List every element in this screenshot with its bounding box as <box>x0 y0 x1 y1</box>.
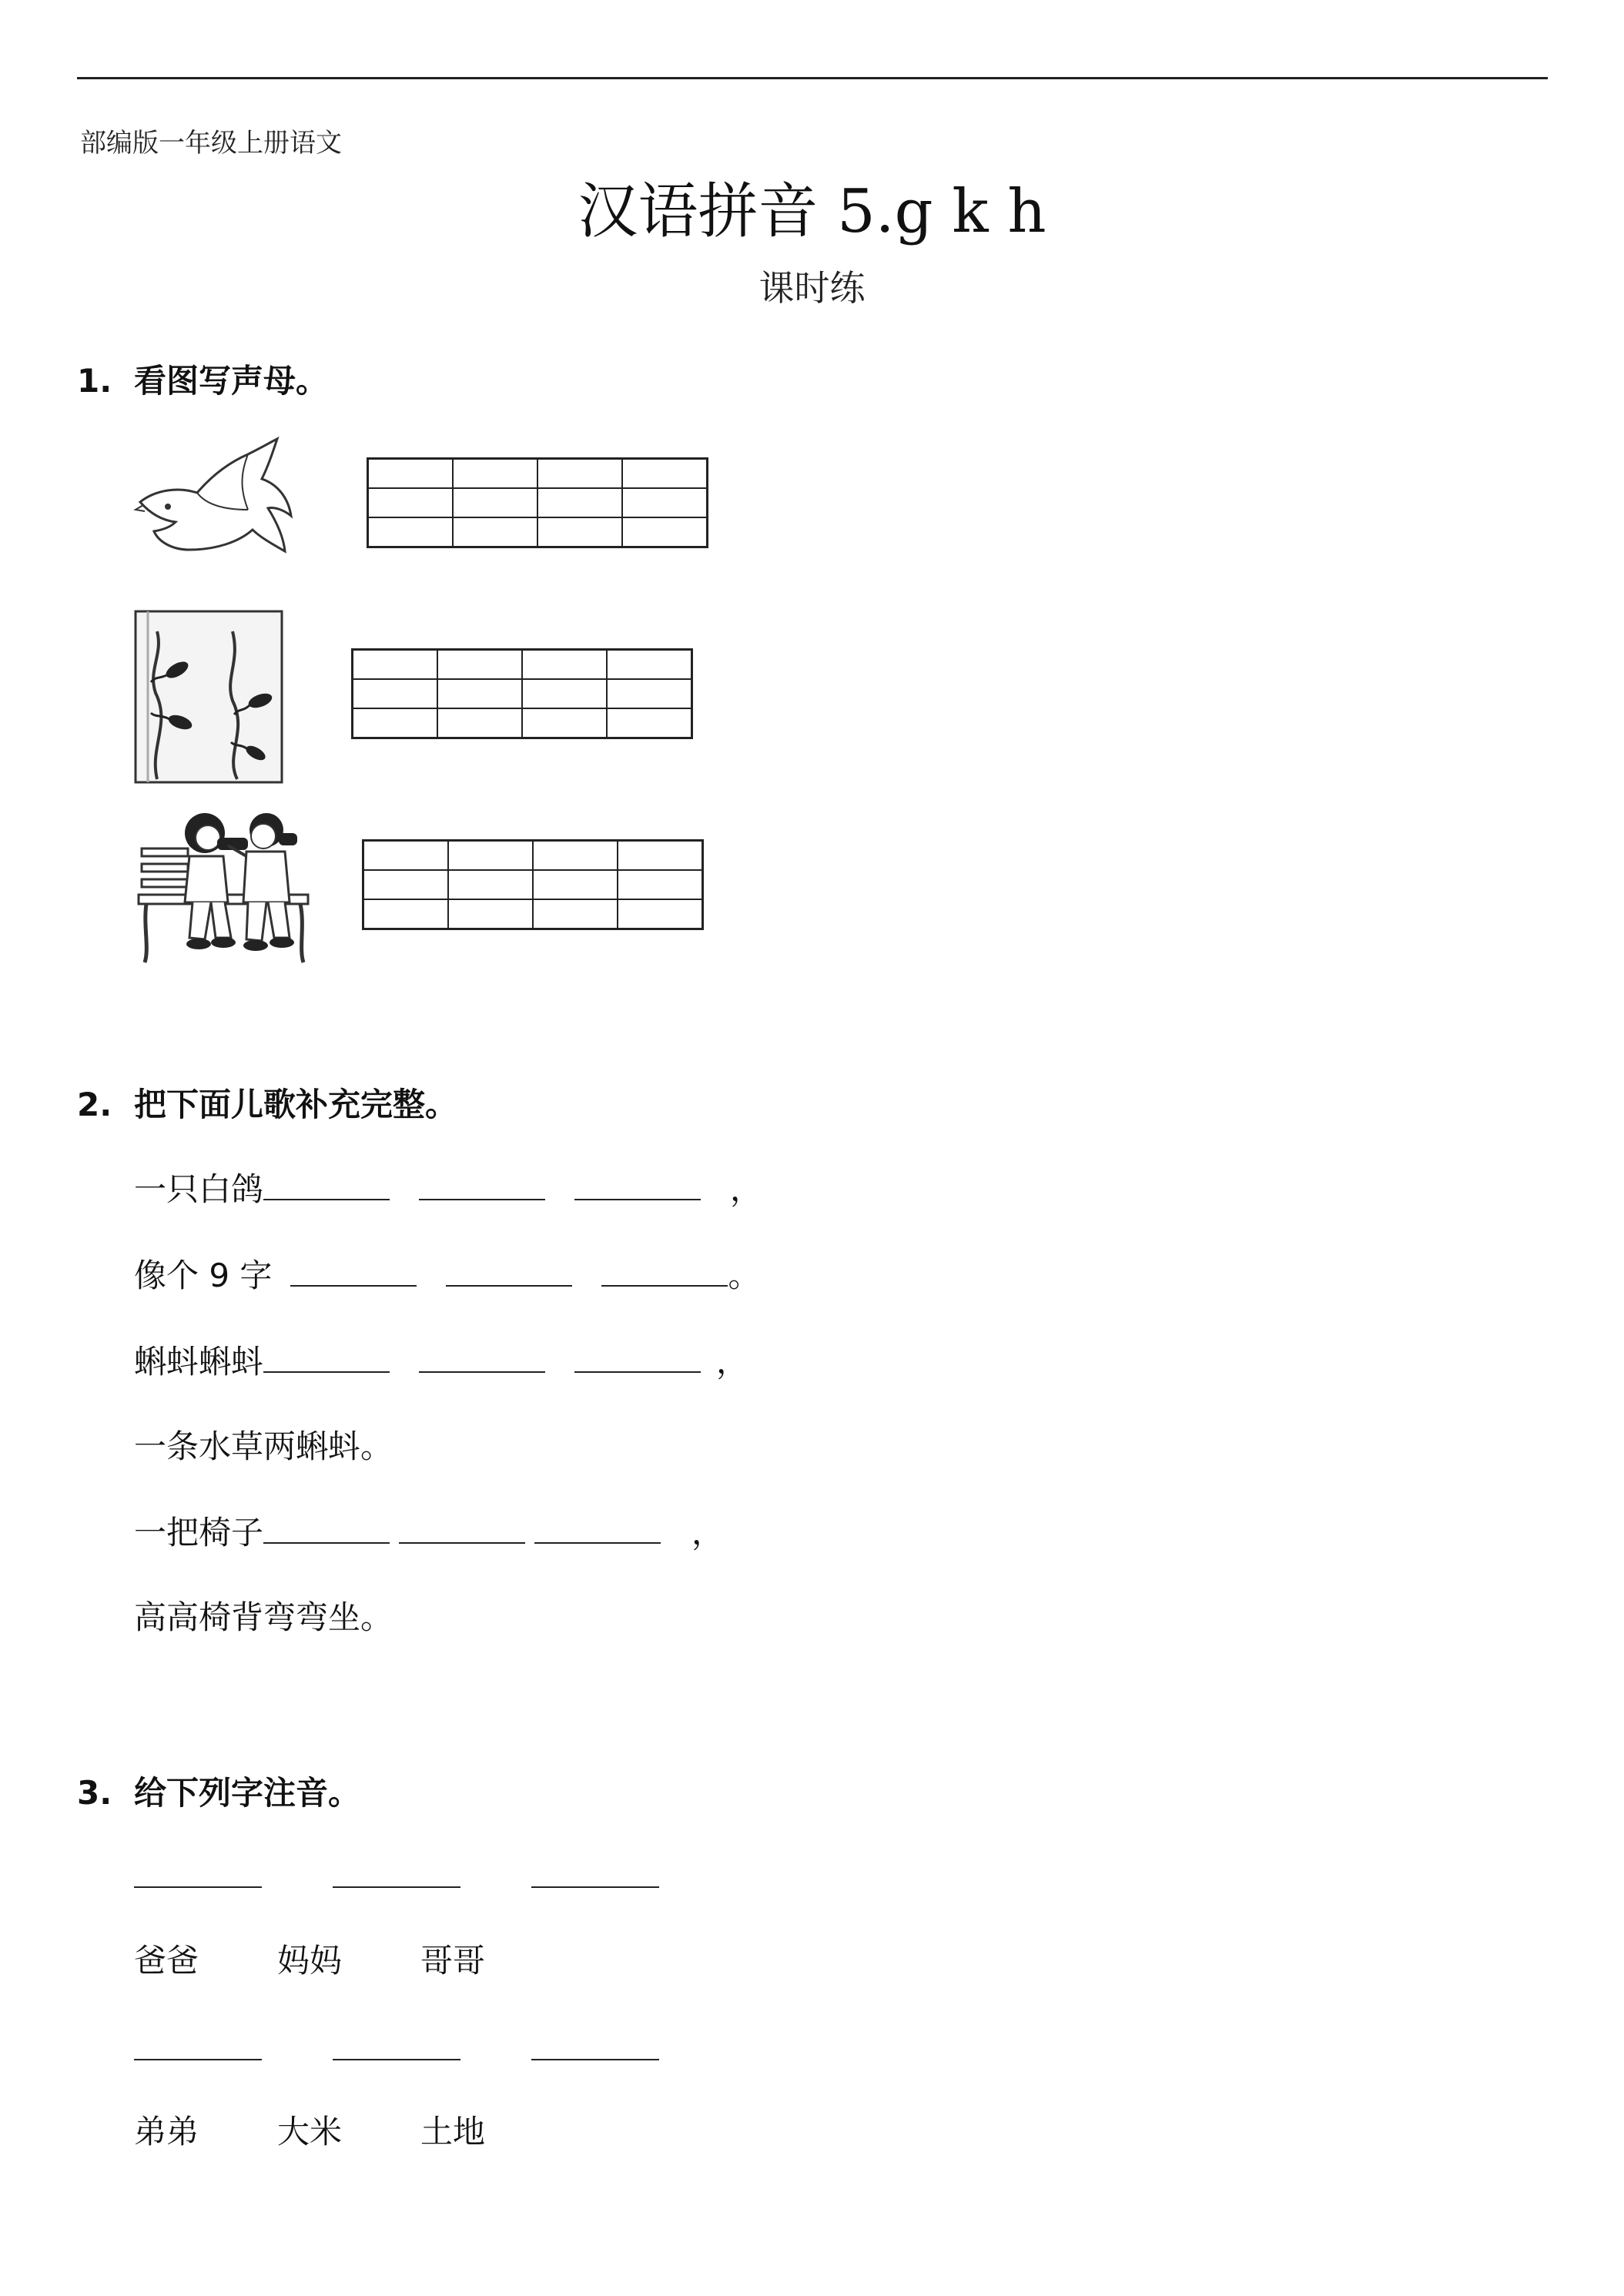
rhyme-line-2-punct: 。 <box>728 1257 761 1294</box>
pinyin-blank[interactable] <box>531 2059 659 2060</box>
question-3-prompt: 给下列字注音。 <box>134 1774 361 1812</box>
rhyme-line-2-text: 像个 9 字 <box>134 1257 273 1294</box>
rhyme-line-5 <box>134 1508 724 1554</box>
pinyin-blank[interactable] <box>333 2059 460 2060</box>
rhyme-line-6-text: 高高椅背弯弯坐。 <box>134 1598 393 1636</box>
word-baba: 爸爸 <box>134 1942 199 1980</box>
rhyme-blank[interactable] <box>574 1337 701 1373</box>
rhyme-line-3-text: 蝌蚪蝌蚪 <box>134 1343 264 1381</box>
header-rule <box>77 77 1548 79</box>
question-1-title <box>77 356 328 402</box>
word-dami: 大米 <box>277 2113 343 2150</box>
question-3-number: 3. <box>77 1774 112 1812</box>
rhyme-line-2 <box>134 1250 760 1297</box>
rhyme-line-6 <box>134 1592 393 1638</box>
page-title: 汉语拼音 5.g k h <box>578 177 1046 246</box>
pinyin-blank[interactable] <box>531 1886 659 1888</box>
tadpoles-seaweed-illustration <box>132 608 286 785</box>
word-tudi: 土地 <box>420 2113 486 2150</box>
question-3-title <box>77 1768 360 1814</box>
question-1-number: 1. <box>77 362 112 400</box>
writing-grid-3[interactable] <box>362 839 704 930</box>
rhyme-blank[interactable] <box>399 1508 525 1544</box>
question-1-prompt: 看图写声母。 <box>134 362 329 400</box>
pinyin-blank[interactable] <box>333 1886 460 1888</box>
page-subtitle: 课时练 <box>758 267 866 309</box>
rhyme-line-3-punct: ， <box>716 1343 749 1381</box>
rhyme-blank[interactable] <box>419 1337 545 1373</box>
children-on-bench-illustration <box>131 802 316 969</box>
rhyme-blank[interactable] <box>263 1508 390 1544</box>
rhyme-blank[interactable] <box>574 1165 701 1200</box>
rhyme-line-5-text: 一把椅子 <box>134 1514 264 1551</box>
rhyme-line-5-punct: ， <box>691 1514 725 1551</box>
writing-grid-1[interactable] <box>367 457 708 548</box>
rhyme-blank[interactable] <box>263 1165 390 1200</box>
pinyin-blank[interactable] <box>134 1886 262 1888</box>
rhyme-blank[interactable] <box>534 1508 661 1544</box>
rhyme-line-1 <box>134 1164 762 1210</box>
rhyme-line-3 <box>134 1337 748 1383</box>
rhyme-line-4-text: 一条水草两蝌蚪。 <box>134 1427 393 1465</box>
question-2-number: 2. <box>77 1086 112 1123</box>
pinyin-blanks-row-2 <box>134 2059 673 2062</box>
word-gege: 哥哥 <box>420 1942 486 1980</box>
rhyme-line-4 <box>134 1421 393 1468</box>
rhyme-line-1-text: 一只白鸽 <box>134 1170 264 1208</box>
rhyme-blank[interactable] <box>601 1251 728 1287</box>
rhyme-blank[interactable] <box>446 1251 572 1287</box>
pinyin-blank[interactable] <box>134 2059 262 2060</box>
word-didi: 弟弟 <box>134 2113 199 2150</box>
rhyme-blank[interactable] <box>290 1251 417 1287</box>
dove-illustration <box>132 436 299 571</box>
question-2-prompt: 把下面儿歌补充完整。 <box>134 1086 458 1123</box>
rhyme-blank[interactable] <box>263 1337 390 1373</box>
pinyin-blanks-row-1 <box>134 1886 673 1889</box>
rhyme-line-1-punct: ， <box>730 1170 763 1208</box>
rhyme-blank[interactable] <box>419 1165 545 1200</box>
word-mama: 妈妈 <box>277 1942 343 1980</box>
writing-grid-2[interactable] <box>351 648 693 739</box>
book-label: 部编版一年级上册语文 <box>80 128 342 159</box>
question-2-title <box>77 1079 457 1126</box>
